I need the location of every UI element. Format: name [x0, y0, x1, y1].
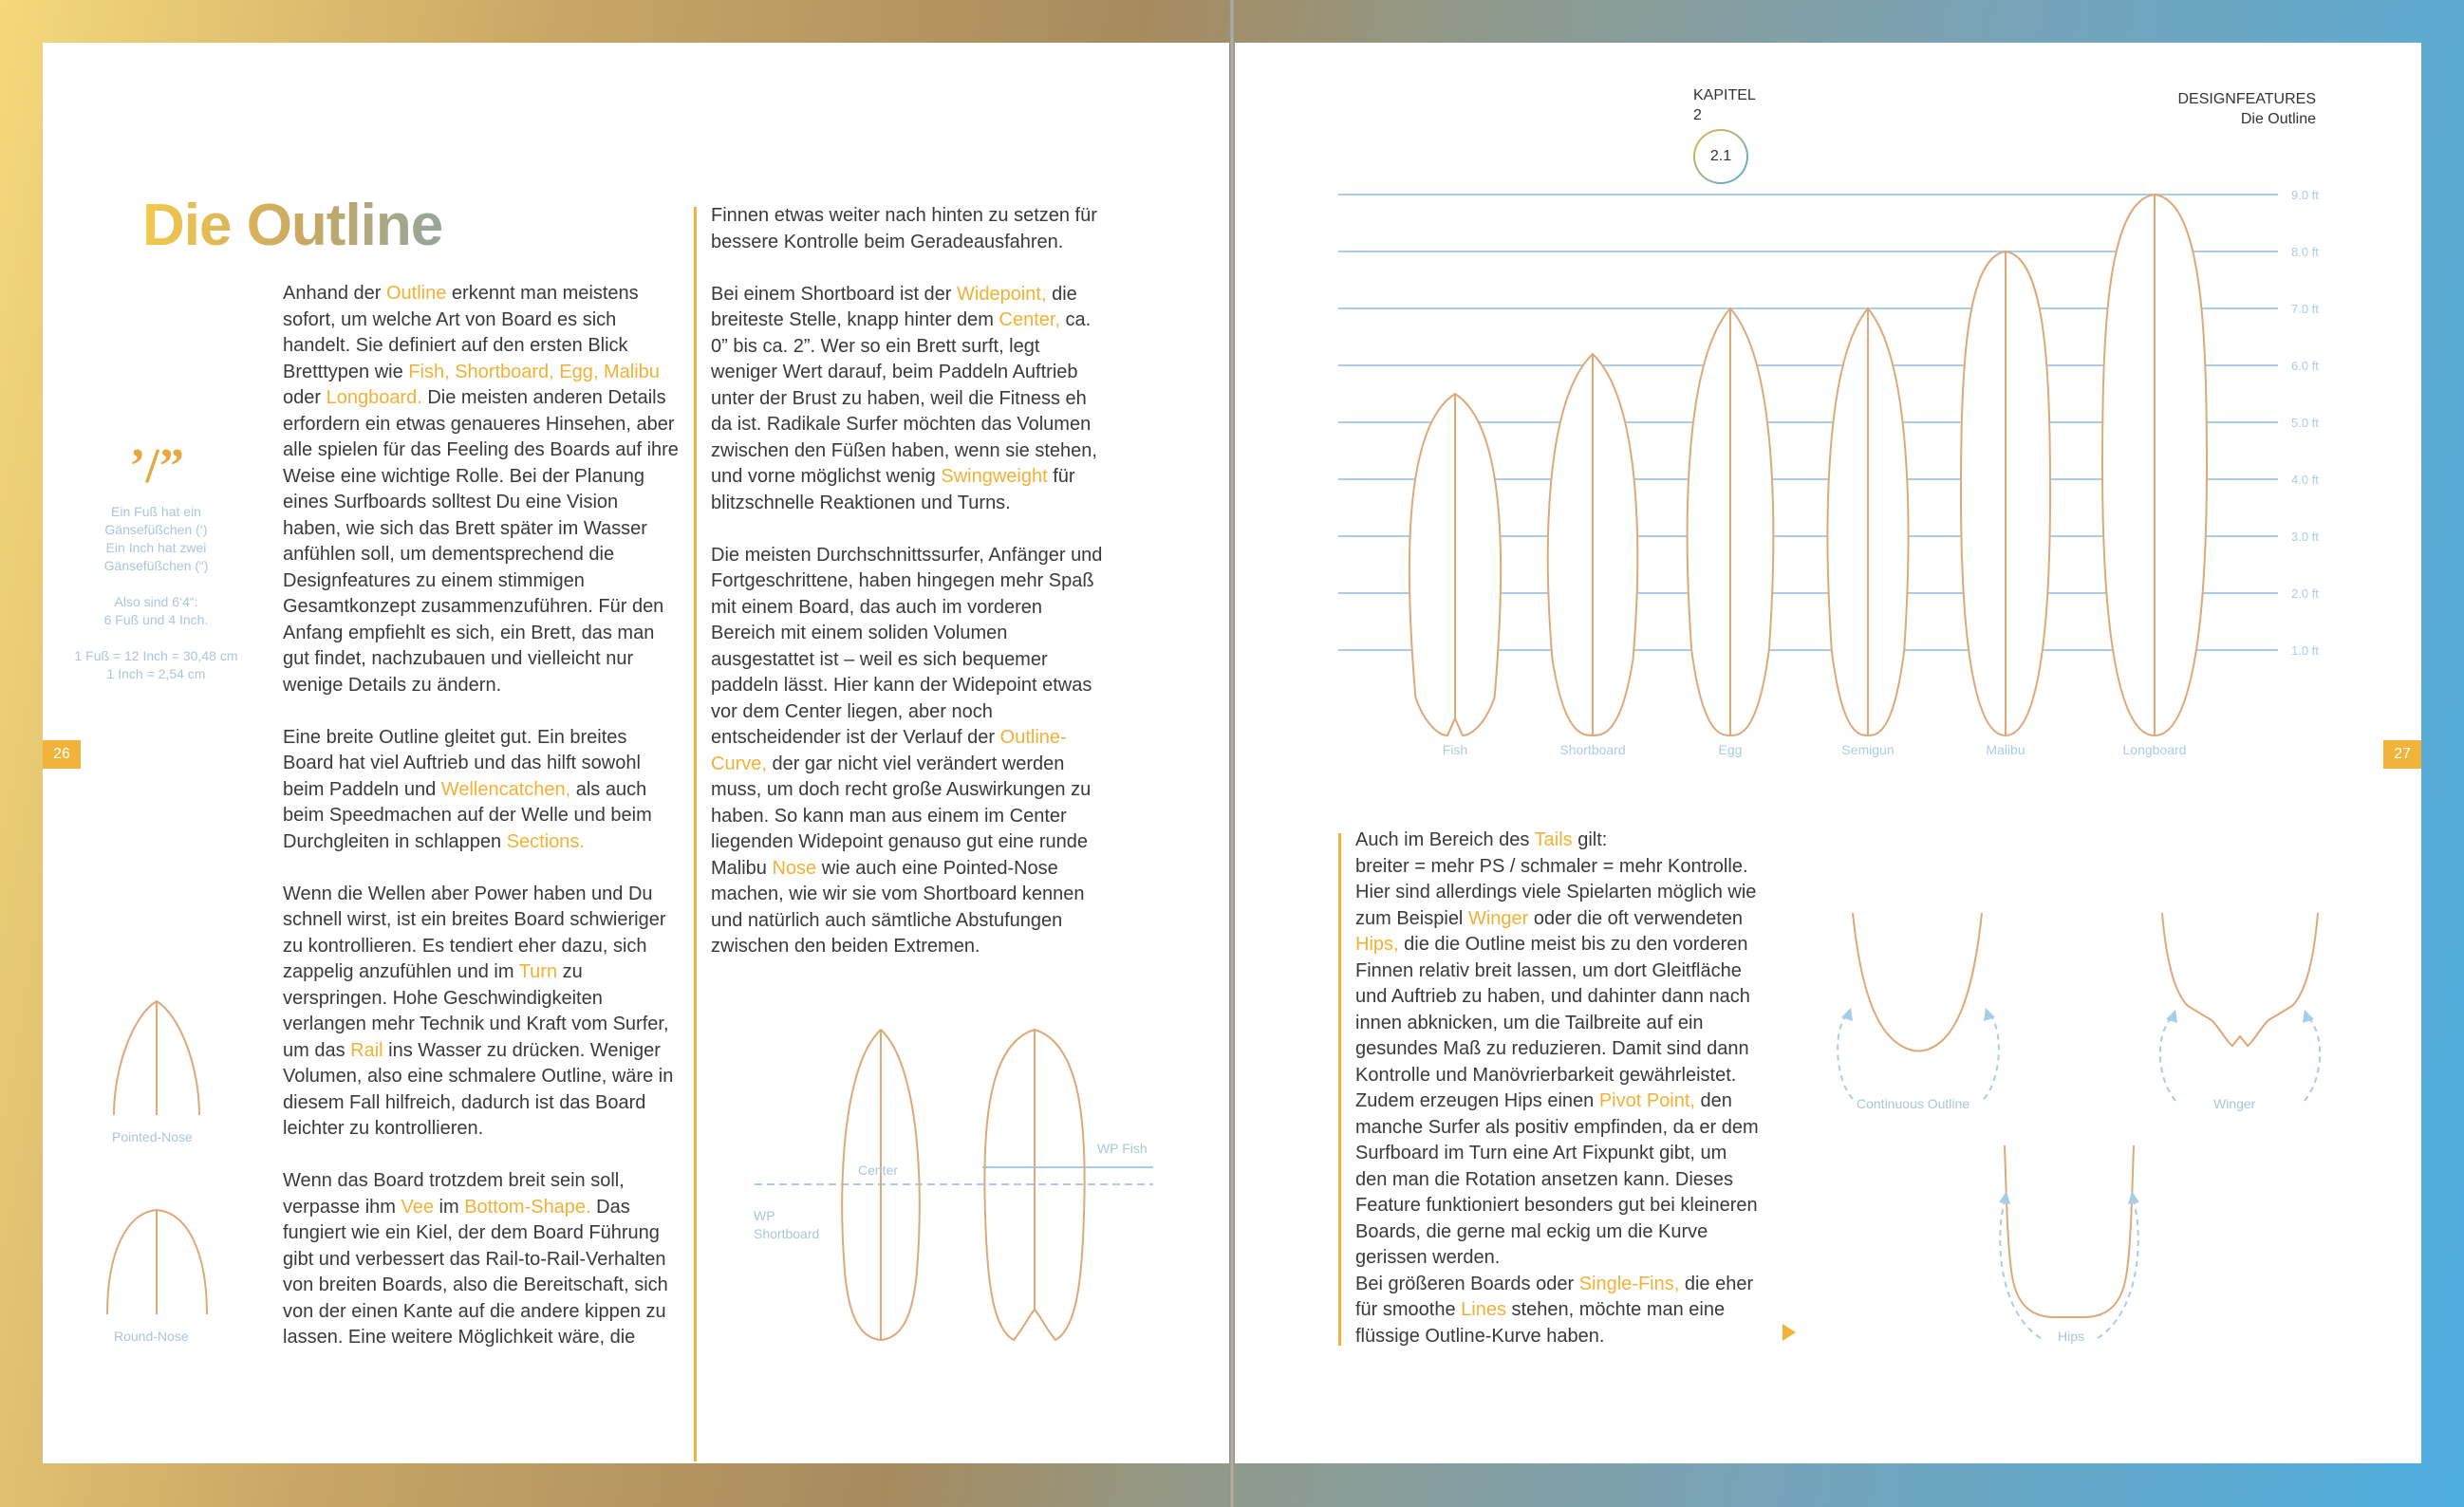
text-column-2 [711, 203, 1110, 986]
paragraph: Hier sind allerdings viele Spielarten möglich wie zum Beispiel Winger oder die oft verwendeten Hips, die die Outline meist bis zu den vorderen Finnen relativ breit lassen, um dort Gleitfläche und Auftrieb zu haben, und dahinter dann nach innen abknicken, um die Tailbreite auf ein gesundes Maß zu reduzieren. Damit sind dann Kontrolle und Manövrierbarkeit gewährleistet. Zudem erzeugen Hips einen Pivot Point, den manche Surfer als positiv empfinden, da er dem Surfboard im Turn eine Art Fixpunkt gibt, um den man die Rotation ansetzen kann. Dieses Feature funktioniert besonders gut bei kleineren Boards, die gerne mal eckig um die Kurve gerissen werden. [1355, 882, 1759, 1268]
book-spine [1229, 0, 1235, 1507]
sidenote-units [59, 503, 253, 683]
continuous-outline-label: Continuous Outline [1857, 1096, 1970, 1111]
tail-text-column [1355, 828, 1764, 1349]
column-divider [694, 207, 697, 1461]
tick-label: 5.0 ft [2291, 416, 2319, 430]
sidenote-line: Also sind 6‘4“: [114, 594, 198, 609]
paragraph: Anhand der Outline erkennt man meistens sofort, um welche Art von Board es sich handelt. Sie definiert auf den ersten Blick Bretttypen wie Fish, Shortboard, Egg, Malibu oder Longboard. Die meisten anderen Details erfordern ein etwas genaueres Hinsehen, aber alle spielen für das Feeling des Boards auf ihre Weise eine wichtige Rolle. Bei der Planung eines Surfboards solltest Du eine Vision haben, wie sich das Brett später im Wasser anfühlen soll, um dementsprechend die Designfeatures zu einem stimmigen Gesamtkonzept zusammenzuführen. Für den Anfang empfiehlt es sich, ein Brett, das man gut findet, nachzubauen und vielleicht nur wenige Details zu ändern. [283, 283, 679, 696]
hips-label: Hips [2058, 1329, 2085, 1344]
tail-line-1: Auch im Bereich des Tails gilt: [1355, 829, 1608, 850]
board-label: Fish [1442, 742, 1468, 757]
sidenote-line: 1 Fuß = 12 Inch = 30,48 cm [74, 648, 238, 663]
winger-tail-illustration [2155, 911, 2325, 1110]
chapter-number: 2 [1693, 107, 1702, 123]
pointed-nose-label: Pointed-Nose [112, 1129, 193, 1144]
continuous-tail-illustration [1832, 911, 2003, 1110]
sidenote-line: 1 Inch = 2,54 cm [106, 666, 206, 681]
paragraph: Finnen etwas weiter nach hinten zu setzen für bessere Kontrolle beim Geradeausfahren. [711, 205, 1097, 252]
paragraph: Wenn die Wellen aber Power haben und Du schnell wirst, ist ein breites Board schwieriger zu kontrollieren. Es tendiert eher dazu, sich zappelig anzufühlen und im Turn zu verspringen. Hohe Geschwindigkeiten verlangen mehr Technik und Kraft vom Surfer, um das Rail ins Wasser zu drücken. Weniger Volumen, also eine schmalere Outline, wäre in diesem Fall hilfreich, dadurch ist das Board leichter zu kontrollieren. [283, 883, 674, 1139]
tail-line-2: breiter = mehr PS / schmaler = mehr Kontrolle. [1355, 855, 1748, 877]
tick-label: 2.0 ft [2291, 586, 2319, 601]
section-badge [1693, 129, 1748, 184]
board-label: Semigun [1841, 742, 1895, 757]
paragraph: Bei einem Shortboard ist der Widepoint, die breiteste Stelle, knapp hinter dem Center, ca. 0” bis ca. 2”. Wer so ein Brett surft, legt weniger Wert darauf, beim Paddeln Auftrieb unter der Brust zu haben, weil die Fitness eh da ist. Radikale Surfer möchten das Volumen zwischen den Füßen haben, wenn sie stehen, und vorne möglichst wenig Swingweight für blitzschnelle Reaktionen und Turns. [711, 283, 1097, 513]
tick-label: 1.0 ft [2291, 643, 2319, 658]
paragraph: Die meisten Durchschnittssurfer, Anfänger und Fortgeschrittene, haben hingegen mehr Spaß mit einem Board, das auch im vorderen Bereich mit einem soliden Volumen ausgestattet ist – weil es sich bequemer paddeln lässt. Hier kann der Widepoint etwas vor dem Center liegen, aber noch entscheidender ist der Verlauf der Outline-Curve, der gar nicht viel verändert werden muss, um doch recht große Auswirkungen zu haben. So kann man aus einem im Center liegenden Widepoint genauso gut eine runde Malibu Nose wie auch eine Pointed-Nose machen, wie wir sie vom Shortboard kennen und natürlich auch sämtliche Abstufungen zwischen den beiden Extremen. [711, 544, 1103, 957]
section-number: 2.1 [1695, 131, 1746, 182]
sidenote-line: Gänsefüßchen (“) [103, 558, 209, 573]
quote-marks-icon: ’/” [129, 439, 184, 493]
running-header-line2: Die Outline [2240, 111, 2316, 127]
sidenote-line: Gänsefüßchen (‘) [104, 522, 208, 537]
tail-text-bar [1338, 833, 1341, 1346]
board-label: Longboard [2122, 742, 2187, 757]
tick-label: 9.0 ft [2291, 188, 2319, 202]
wp-shortboard-label: WP Shortboard [754, 1208, 820, 1241]
board-label: Egg [1718, 742, 1743, 757]
page-number-left: 26 [43, 740, 81, 769]
board-length-chart [1338, 188, 2354, 764]
chapter-label: KAPITEL [1693, 87, 1756, 103]
winger-label: Winger [2213, 1096, 2256, 1111]
hips-tail-illustration [1984, 1144, 2155, 1343]
chapter-header [1693, 85, 1756, 125]
paragraph: Wenn das Board trotzdem breit sein soll, verpasse ihm Vee im Bottom-Shape. Das fungiert wie ein Kiel, der dem Board Führung gibt und verbessert das Rail-to-Rail-Verhalten von breiten Boards, also die Bereitschaft, sich von der einen Kante auf die andere kippen zu lassen. Eine weitere Möglichkeit wäre, die [283, 1170, 668, 1348]
running-header-line1: DESIGNFEATURES [2177, 91, 2316, 107]
widepoint-illustration [750, 1025, 1158, 1348]
running-header [2178, 89, 2317, 129]
sidenote-line: Ein Fuß hat ein [111, 504, 201, 519]
tick-label: 6.0 ft [2291, 359, 2319, 373]
paragraph: Bei größeren Boards oder Single-Fins, die eher für smoothe Lines stehen, möchte man eine flüssige Outline-Kurve haben. [1355, 1273, 1754, 1347]
tick-label: 3.0 ft [2291, 530, 2319, 544]
round-nose-label: Round-Nose [114, 1329, 189, 1344]
tick-label: 7.0 ft [2291, 302, 2319, 316]
paragraph: Eine breite Outline gleitet gut. Ein breites Board hat viel Auftrieb und das hilft sowohl beim Paddeln und Wellencatchen, als auch beim Speedmachen auf der Welle und beim Durchgleiten in schlappen Sections. [283, 726, 652, 852]
text-column-1 [283, 281, 680, 1377]
center-label: Center [858, 1163, 899, 1178]
sidenote-line: 6 Fuß und 4 Inch. [103, 612, 209, 627]
sidenote-line: Ein Inch hat zwei [105, 540, 207, 555]
board-label: Malibu [1986, 742, 2025, 757]
tick-label: 4.0 ft [2291, 473, 2319, 487]
page-title: Die Outline [142, 193, 443, 258]
tick-label: 8.0 ft [2291, 245, 2319, 259]
wp-fish-label: WP Fish [1097, 1141, 1148, 1156]
arrow-right-icon [1783, 1324, 1798, 1341]
round-nose-illustration [103, 1205, 212, 1314]
pointed-nose-illustration [104, 992, 209, 1115]
board-label: Shortboard [1559, 742, 1626, 757]
page-number-right: 27 [2383, 740, 2421, 769]
